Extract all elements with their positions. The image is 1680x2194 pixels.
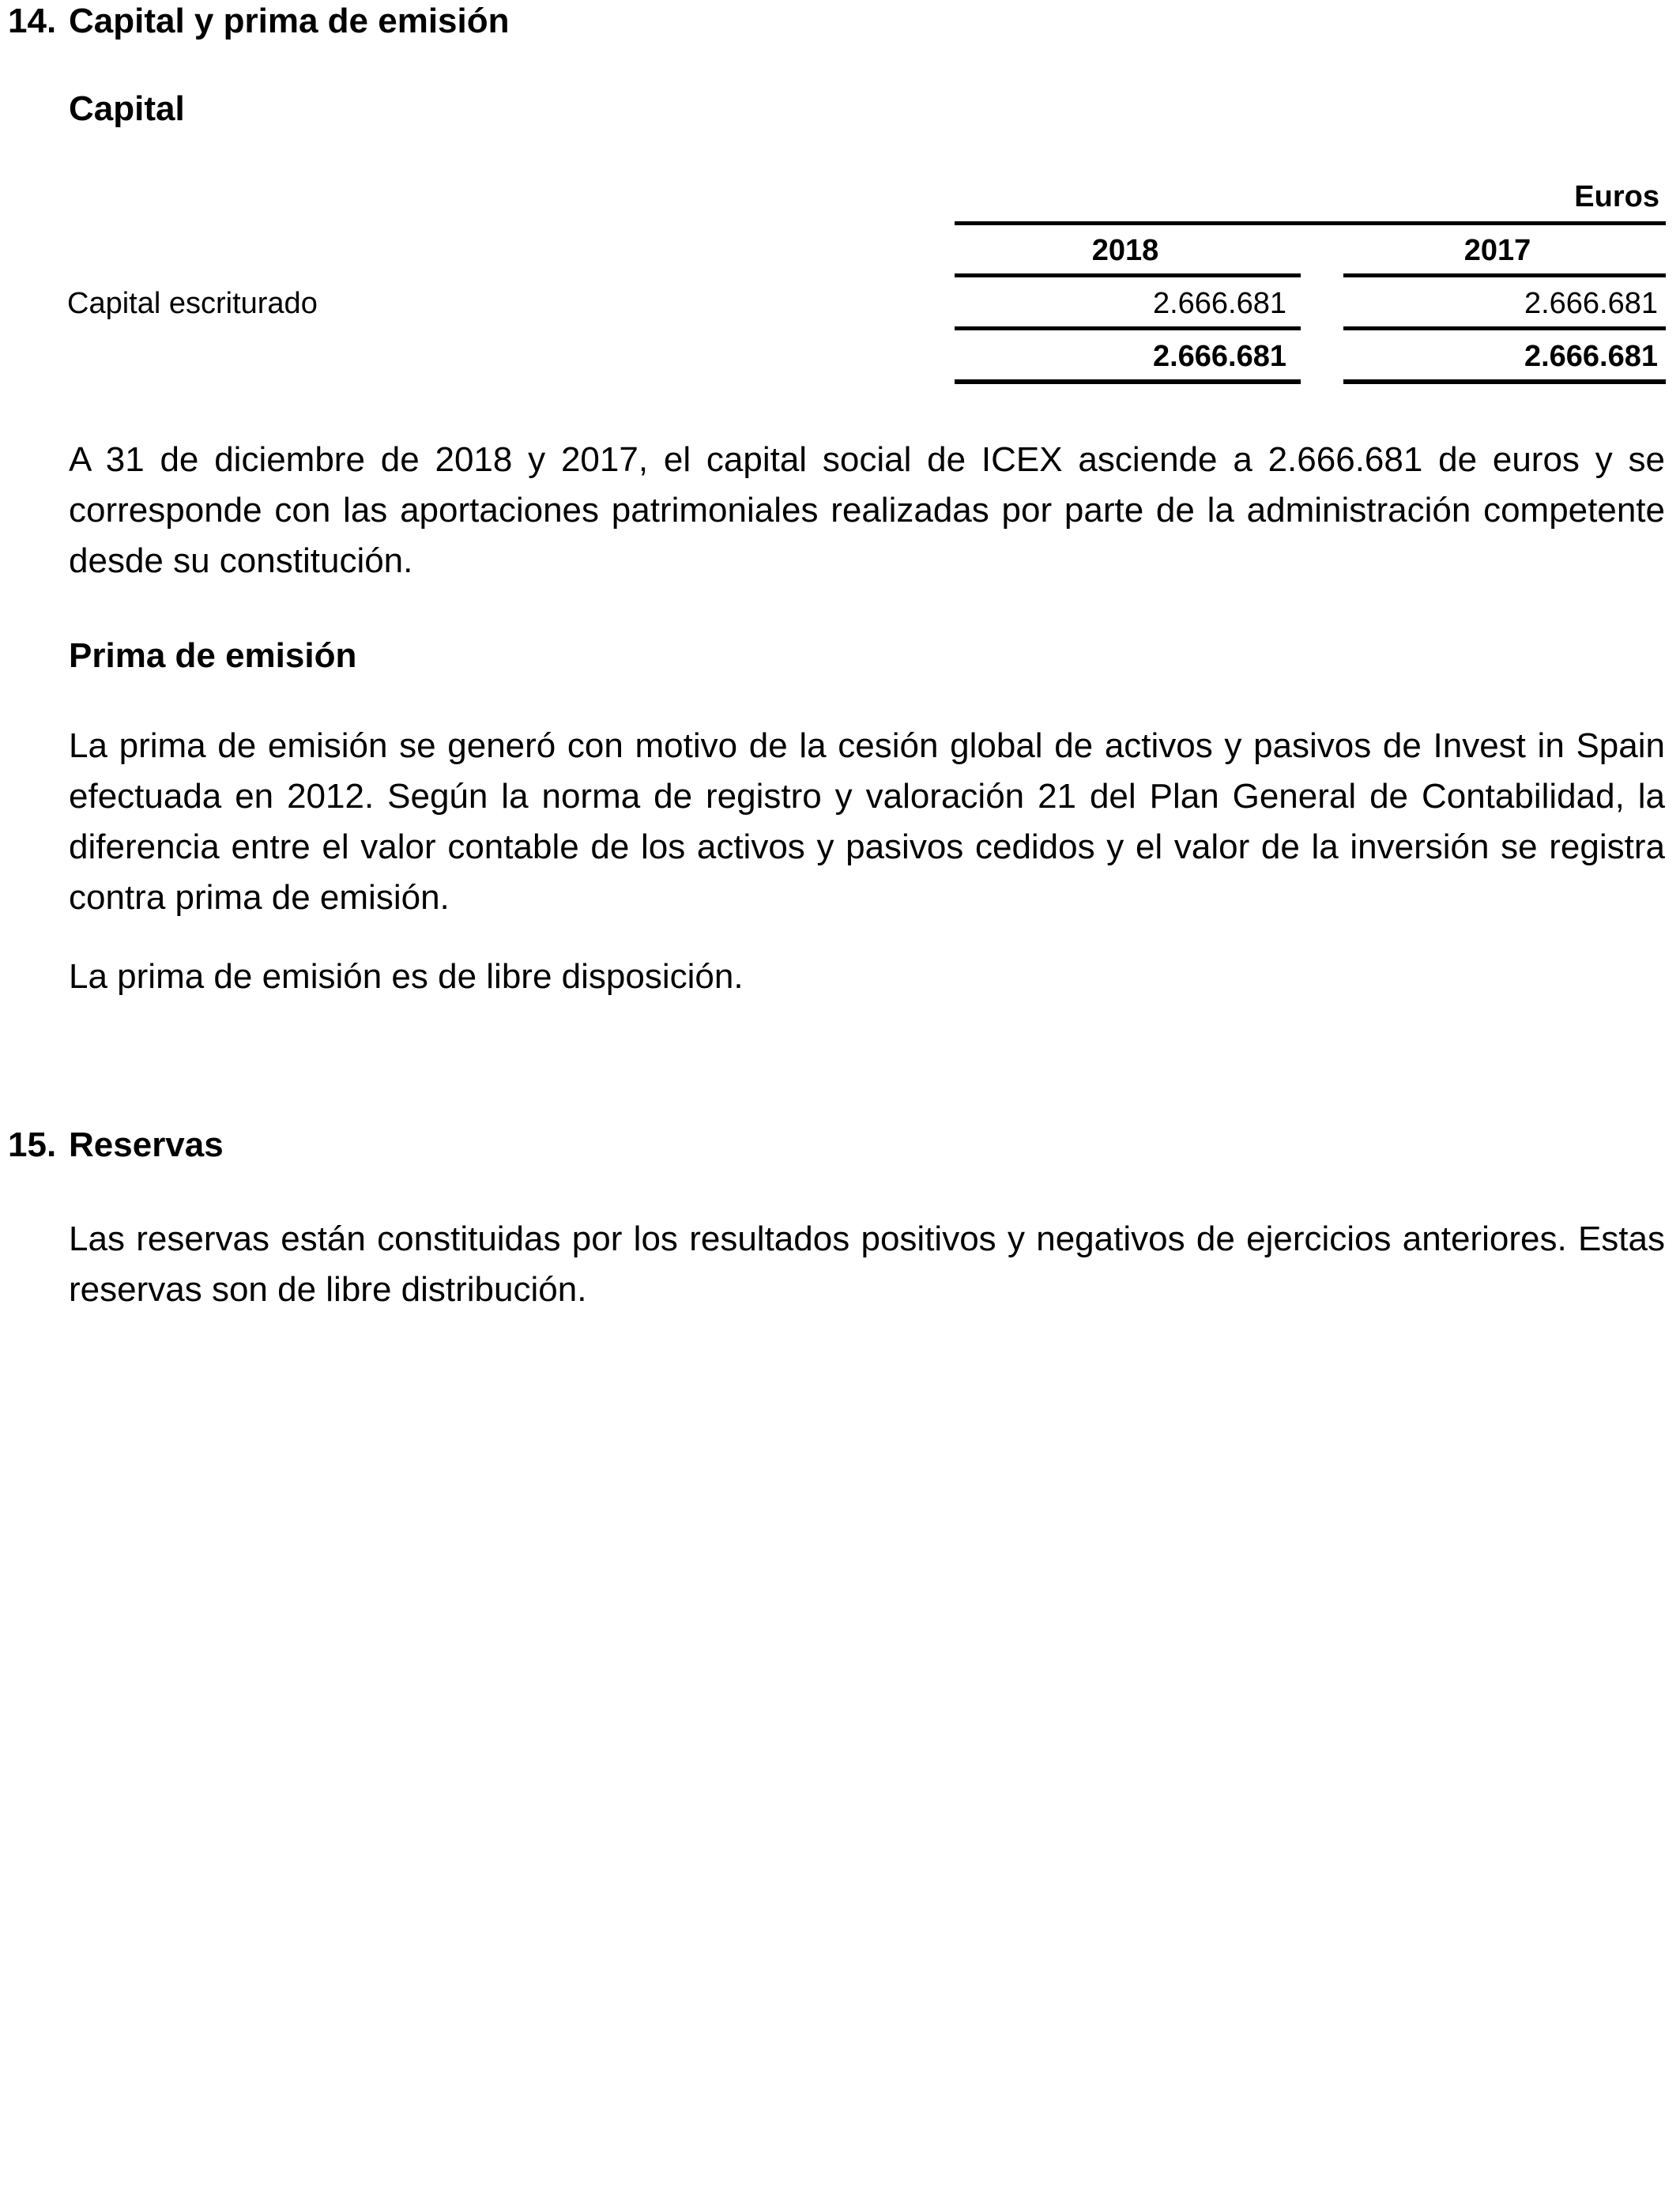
- table-total-rule-2017: [1343, 326, 1666, 330]
- prima-paragraph-2: La prima de emisión es de libre disposición.: [69, 957, 744, 996]
- table-header-2018: 2018: [1091, 234, 1159, 267]
- capital-subtitle: Capital: [69, 89, 185, 128]
- section-14-number: 14.: [8, 2, 57, 40]
- table-bottom-rule-2017: [1343, 379, 1666, 384]
- reservas-paragraph: Las reservas están constituidas por los resultados positivos y negativos de ejercicios anteriores. Estas reservas son de libre distribución.: [69, 1220, 1665, 1309]
- prima-subtitle: Prima de emisión: [69, 636, 357, 675]
- section-15-title: Reservas: [69, 1125, 224, 1164]
- table-unit-label: Euros: [1574, 180, 1659, 213]
- section-15-number: 15.: [8, 1125, 57, 1164]
- table-top-rule: [955, 221, 1666, 225]
- table-row-value-2017: 2.666.681: [1524, 287, 1658, 320]
- table-header-rule-2018: [955, 273, 1301, 277]
- table-row-label: Capital escriturado: [67, 287, 318, 320]
- table-header-2017: 2017: [1463, 234, 1531, 267]
- table-total-rule-2018: [955, 326, 1301, 330]
- table-total-2018: 2.666.681: [1152, 340, 1286, 373]
- table-total-2017: 2.666.681: [1524, 340, 1658, 373]
- prima-paragraph-1: La prima de emisión se generó con motivo de la cesión global de activos y pasivos de Invest in Spain efectuada en 2012. Según la norma de registro y valoración 21 del Plan General de Contabilidad, la diferencia entre el valor contable de los activos y pasivos cedidos y el valor de la inversión se registra contra prima de emisión.: [69, 726, 1665, 917]
- table-header-rule-2017: [1343, 273, 1666, 277]
- table-bottom-rule-2018: [955, 379, 1301, 384]
- table-row-value-2018: 2.666.681: [1152, 287, 1286, 320]
- section-14-title: Capital y prima de emisión: [69, 2, 510, 40]
- capital-paragraph: A 31 de diciembre de 2018 y 2017, el capital social de ICEX asciende a 2.666.681 de euros y se corresponde con las aportaciones patrimoniales realizadas por parte de la administración competente desde su constitución.: [69, 440, 1665, 580]
